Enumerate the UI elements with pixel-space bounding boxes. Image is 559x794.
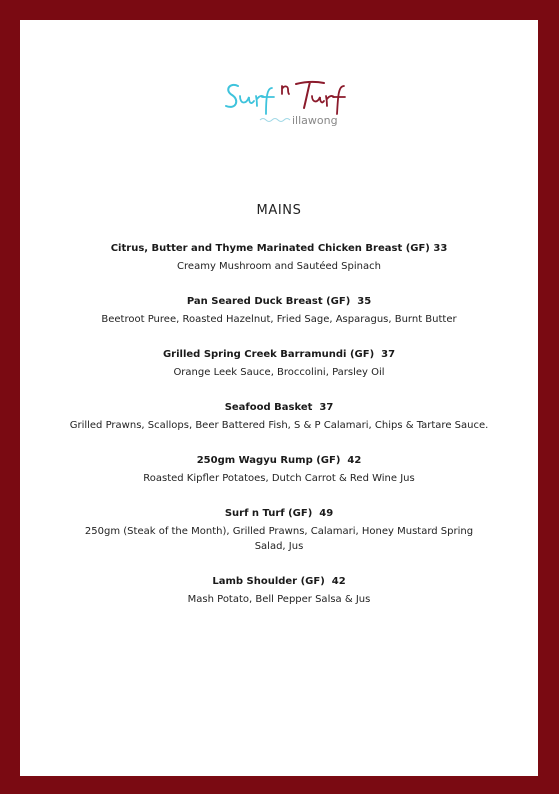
menu-item-description: Mash Potato, Bell Pepper Salsa & Jus bbox=[187, 594, 371, 605]
menu-item-description: Roasted Kipfler Potatoes, Dutch Carrot & Red Wine Jus bbox=[143, 473, 415, 484]
menu-item bbox=[20, 575, 538, 607]
menu-item-description: Orange Leek Sauce, Broccolini, Parsley Oil bbox=[173, 367, 385, 378]
logo-location-text: illawong bbox=[292, 114, 338, 127]
menu-item bbox=[20, 295, 538, 327]
menu-item bbox=[20, 454, 538, 486]
menu-item-name: Citrus, Butter and Thyme Marinated Chicken Breast (GF) 33 bbox=[110, 243, 448, 254]
menu-item-name: Grilled Spring Creek Barramundi (GF) 37 bbox=[162, 349, 396, 360]
menu-item bbox=[20, 242, 538, 274]
menu-item-description: Beetroot Puree, Roasted Hazelnut, Fried Sage, Asparagus, Burnt Butter bbox=[101, 314, 457, 325]
menu-item bbox=[20, 507, 538, 554]
logo bbox=[220, 68, 360, 132]
menu-item-description: 250gm (Steak of the Month), Grilled Prawns, Calamari, Honey Mustard Spring Salad, Jus bbox=[84, 526, 474, 552]
menu-item bbox=[20, 348, 538, 380]
menu-item-name: 250gm Wagyu Rump (GF) 42 bbox=[196, 455, 362, 466]
menu-item-name: Pan Seared Duck Breast (GF) 35 bbox=[186, 296, 372, 307]
menu-item-description: Creamy Mushroom and Sautéed Spinach bbox=[177, 261, 381, 272]
menu-item bbox=[20, 401, 538, 433]
section-title: MAINS bbox=[256, 203, 302, 218]
menu-item-name: Lamb Shoulder (GF) 42 bbox=[212, 576, 346, 587]
menu-items-list bbox=[20, 242, 538, 628]
menu-item-name: Seafood Basket 37 bbox=[224, 402, 334, 413]
menu-item-name: Surf n Turf (GF) 49 bbox=[224, 508, 334, 519]
surf-n-turf-logo-icon bbox=[220, 68, 360, 132]
menu-item-description: Grilled Prawns, Scallops, Beer Battered Fish, S & P Calamari, Chips & Tartare Sauce. bbox=[69, 420, 489, 431]
menu-page bbox=[20, 20, 538, 776]
